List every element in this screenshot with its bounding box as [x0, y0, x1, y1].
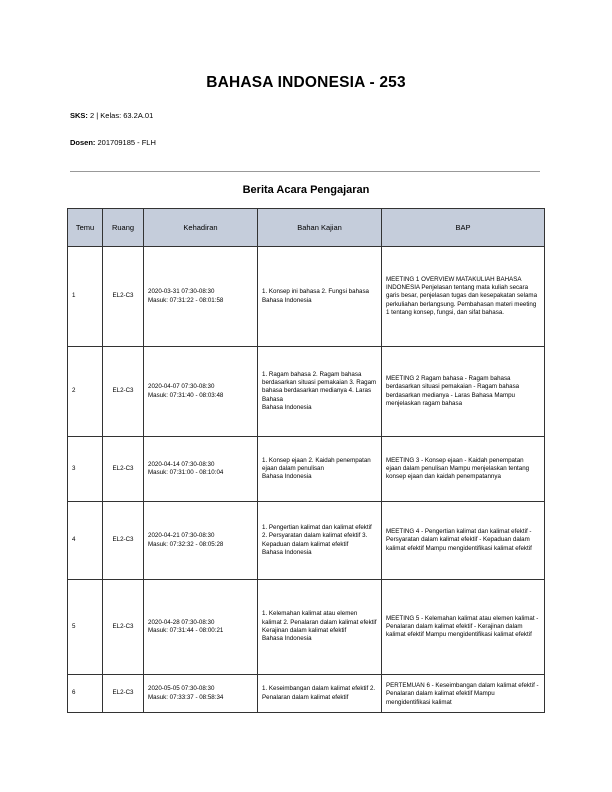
- cell-bahan-kajian: 1. Konsep ini bahasa 2. Fungsi bahasa Bahasa Indonesia: [258, 247, 382, 347]
- cell-bahan-kajian: 1. Keseimbangan dalam kalimat efektif 2. Penalaran dalam kalimat efektif: [258, 675, 382, 713]
- section-title: Berita Acara Pengajaran: [242, 184, 370, 196]
- cell-bahan-kajian: 1. Konsep ejaan 2. Kaidah penempatan ejaan dalam penulisan Bahasa Indonesia: [258, 437, 382, 502]
- cell-ruang: EL2-C3: [103, 347, 144, 437]
- cell-bahan-kajian: 1. Pengertian kalimat dan kalimat efektif 2. Persyaratan dalam kalimat efektif 3. Kepaduan dalam kalimat efektif Bahasa Indonesia: [258, 502, 382, 580]
- cell-bahan-kajian: 1. Kelemahan kalimat atau elemen kalimat 2. Penalaran dalam kalimat efektif Kerajinan dalam kalimat efektif Bahasa Indonesia: [258, 580, 382, 675]
- cell-bap: MEETING 4 - Pengertian kalimat dan kalimat efektif - Persyaratan dalam kalimat efektif - Kepaduan dalam kalimat efektif Mampu mengidentifikasi kalimat efektif: [382, 502, 545, 580]
- cell-kehadiran: 2020-04-14 07:30-08:30 Masuk: 07:31:00 - 08:10:04: [144, 437, 258, 502]
- sks-kelas-value: 2 | Kelas: 63.2A.01: [90, 111, 154, 120]
- cell-ruang: EL2-C3: [103, 437, 144, 502]
- cell-temu: 3: [68, 437, 103, 502]
- cell-ruang: EL2-C3: [103, 675, 144, 713]
- dosen-label: Dosen:: [70, 138, 96, 147]
- table-row: [68, 580, 545, 675]
- cell-kehadiran: 2020-04-28 07:30-08:30 Masuk: 07:31:44 - 08:00:21: [144, 580, 258, 675]
- header-kehadiran: Kehadiran: [144, 209, 258, 247]
- berita-acara-table: [67, 208, 545, 713]
- sks-label: SKS:: [70, 111, 88, 120]
- header-bahan-kajian: Bahan Kajian: [258, 209, 382, 247]
- cell-kehadiran: 2020-04-21 07:30-08:30 Masuk: 07:32:32 - 08:05:28: [144, 502, 258, 580]
- cell-bap: PERTEMUAN 6 - Keseimbangan dalam kalimat efektif - Penalaran dalam kalimat efektif Mampu mengidentifikasi kalimat: [382, 675, 545, 713]
- cell-temu: 1: [68, 247, 103, 347]
- cell-kehadiran: 2020-05-05 07:30-08:30 Masuk: 07:33:37 - 08:58:34: [144, 675, 258, 713]
- cell-temu: 4: [68, 502, 103, 580]
- dosen-line: [70, 138, 156, 147]
- dosen-value: 201709185 - FLH: [97, 138, 156, 147]
- header-temu: Temu: [68, 209, 103, 247]
- table-header-row: [68, 209, 545, 247]
- page-title: BAHASA INDONESIA - 253: [206, 74, 406, 91]
- cell-bap: MEETING 3 - Konsep ejaan - Kaidah penempatan ejaan dalam penulisan Mampu menjelaskan tentang konsep ejaan dan kaidah penempatannya: [382, 437, 545, 502]
- sks-kelas-line: [70, 111, 153, 120]
- header-bap: BAP: [382, 209, 545, 247]
- table-row: [68, 347, 545, 437]
- table-row: [68, 502, 545, 580]
- table-row: [68, 437, 545, 502]
- cell-bap: MEETING 5 - Kelemahan kalimat atau elemen kalimat - Penalaran dalam kalimat efektif - Kerajinan dalam kalimat efektif Mampu mengidentifikasi kalimat efektif: [382, 580, 545, 675]
- cell-bap: MEETING 2 Ragam bahasa - Ragam bahasa berdasarkan situasi pemakaian - Ragam bahasa berdasarkan medianya - Laras Bahasa Mampu menjelaskan ragam bahasa: [382, 347, 545, 437]
- cell-ruang: EL2-C3: [103, 580, 144, 675]
- cell-temu: 5: [68, 580, 103, 675]
- cell-bap: MEETING 1 OVERVIEW MATAKULIAH BAHASA INDONESIA Penjelasan tentang mata kuliah secara garis besar, penjelasan tugas dan kesepakatan selama perkuliahan berlangsung. Pembahasan materi meeting 1 tentang konsep, fungsi, dan sifat bahasa.: [382, 247, 545, 347]
- cell-ruang: EL2-C3: [103, 502, 144, 580]
- cell-ruang: EL2-C3: [103, 247, 144, 347]
- divider: [70, 171, 540, 172]
- cell-bahan-kajian: 1. Ragam bahasa 2. Ragam bahasa berdasarkan situasi pemakaian 3. Ragam bahasa berdasarkan medianya 4. Laras Bahasa Bahasa Indonesia: [258, 347, 382, 437]
- cell-kehadiran: 2020-04-07 07:30-08:30 Masuk: 07:31:40 - 08:03:48: [144, 347, 258, 437]
- cell-temu: 2: [68, 347, 103, 437]
- cell-kehadiran: 2020-03-31 07:30-08:30 Masuk: 07:31:22 - 08:01:58: [144, 247, 258, 347]
- table-row: [68, 247, 545, 347]
- cell-temu: 6: [68, 675, 103, 713]
- table-row: [68, 675, 545, 713]
- header-ruang: Ruang: [103, 209, 144, 247]
